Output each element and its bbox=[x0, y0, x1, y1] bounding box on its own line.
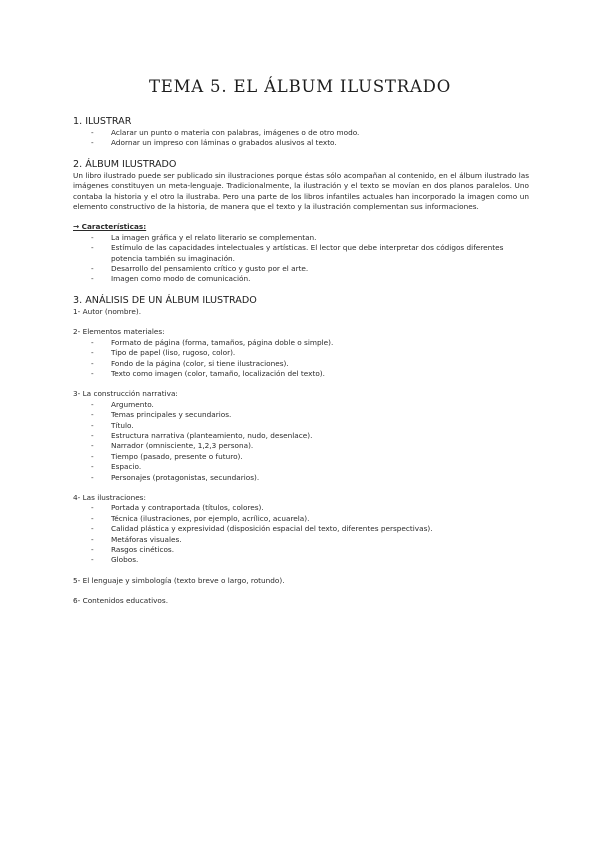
section-heading-analisis: 3. ANÁLISIS DE UN ÁLBUM ILUSTRADO bbox=[73, 294, 257, 306]
list-item: - Técnica (ilustraciones, por ejemplo, acrílico, acuarela). bbox=[91, 514, 529, 524]
section-heading-album: 2. ÁLBUM ILUSTRADO bbox=[73, 158, 177, 170]
list-item: - Texto como imagen (color, tamaño, localización del texto). bbox=[91, 369, 529, 379]
narrativa-list bbox=[73, 400, 529, 483]
list-item: - Metáforas visuales. bbox=[91, 535, 529, 545]
document-content bbox=[73, 116, 529, 607]
list-item: - Tiempo (pasado, presente o futuro). bbox=[91, 452, 529, 462]
list-item: - Fondo de la página (color, si tiene ilustraciones). bbox=[91, 359, 529, 369]
lenguaje-line: 5- El lenguaje y simbología (texto breve o largo, rotundo). bbox=[73, 575, 285, 585]
list-item: - Personajes (protagonistas, secundarios). bbox=[91, 473, 529, 483]
list-item: - Narrador (omnisciente, 1,2,3 persona). bbox=[91, 441, 529, 451]
list-item: - Calidad plástica y expresividad (disposición espacial del texto, diferentes perspectivas). bbox=[91, 524, 529, 534]
materiales-label: 2- Elementos materiales: bbox=[73, 327, 165, 337]
ilustraciones-label: 4- Las ilustraciones: bbox=[73, 492, 146, 502]
page-title: TEMA 5. EL ÁLBUM ILUSTRADO bbox=[148, 77, 452, 96]
section-heading-ilustrar: 1. ILUSTRAR bbox=[73, 116, 132, 127]
album-paragraph: Un libro ilustrado puede ser publicado sin ilustraciones porque éstas sólo acompañan al contenido, en el álbum ilustrado las imágenes constituyen un meta-lenguaje. Tradicionalmente, la ilustración y el texto se movían en dos planos paralelos. Uno contaba la historia y el otro la ilustraba. Pero una parte de los libros infantiles actuales han incorporado la imagen como un elemento constructivo de la historia, de manera que el texto y la ilustración complementan sus informaciones. bbox=[73, 170, 529, 212]
list-item: - Formato de página (forma, tamaños, página doble o simple). bbox=[91, 338, 529, 348]
list-item: - Adornar un impreso con láminas o grabados alusivos al texto. bbox=[91, 138, 529, 148]
educativos-line: 6- Contenidos educativos. bbox=[73, 596, 169, 606]
list-item: - Estructura narrativa (planteamiento, nudo, desenlace). bbox=[91, 431, 529, 441]
list-item: - Desarrollo del pensamiento crítico y gusto por el arte. bbox=[91, 264, 529, 274]
list-item: - Imagen como modo de comunicación. bbox=[91, 274, 529, 284]
list-item: - Portada y contraportada (títulos, colores). bbox=[91, 503, 529, 513]
autor-line: 1- Autor (nombre). bbox=[73, 306, 142, 316]
ilustrar-list bbox=[73, 128, 529, 149]
materiales-list bbox=[73, 338, 529, 380]
ilustraciones-list bbox=[73, 503, 529, 565]
list-item: - Tipo de papel (liso, rugoso, color). bbox=[91, 348, 529, 358]
caracteristicas-heading: → Características: bbox=[73, 222, 147, 232]
narrativa-label: 3- La construcción narrativa: bbox=[73, 389, 178, 399]
list-item: - Aclarar un punto o materia con palabras, imágenes o de otro modo. bbox=[91, 128, 529, 138]
caracteristicas-list bbox=[73, 233, 529, 285]
list-item: - Estímulo de las capacidades intelectuales y artísticas. El lector que debe interpretar dos códigos diferentes potencia también su imaginación. bbox=[91, 243, 529, 264]
list-item: - La imagen gráfica y el relato literario se complementan. bbox=[91, 233, 529, 243]
list-item: - Globos. bbox=[91, 555, 529, 565]
list-item: - Título. bbox=[91, 421, 529, 431]
list-item: - Rasgos cinéticos. bbox=[91, 545, 529, 555]
list-item: - Temas principales y secundarios. bbox=[91, 410, 529, 420]
list-item: - Espacio. bbox=[91, 462, 529, 472]
list-item: - Argumento. bbox=[91, 400, 529, 410]
